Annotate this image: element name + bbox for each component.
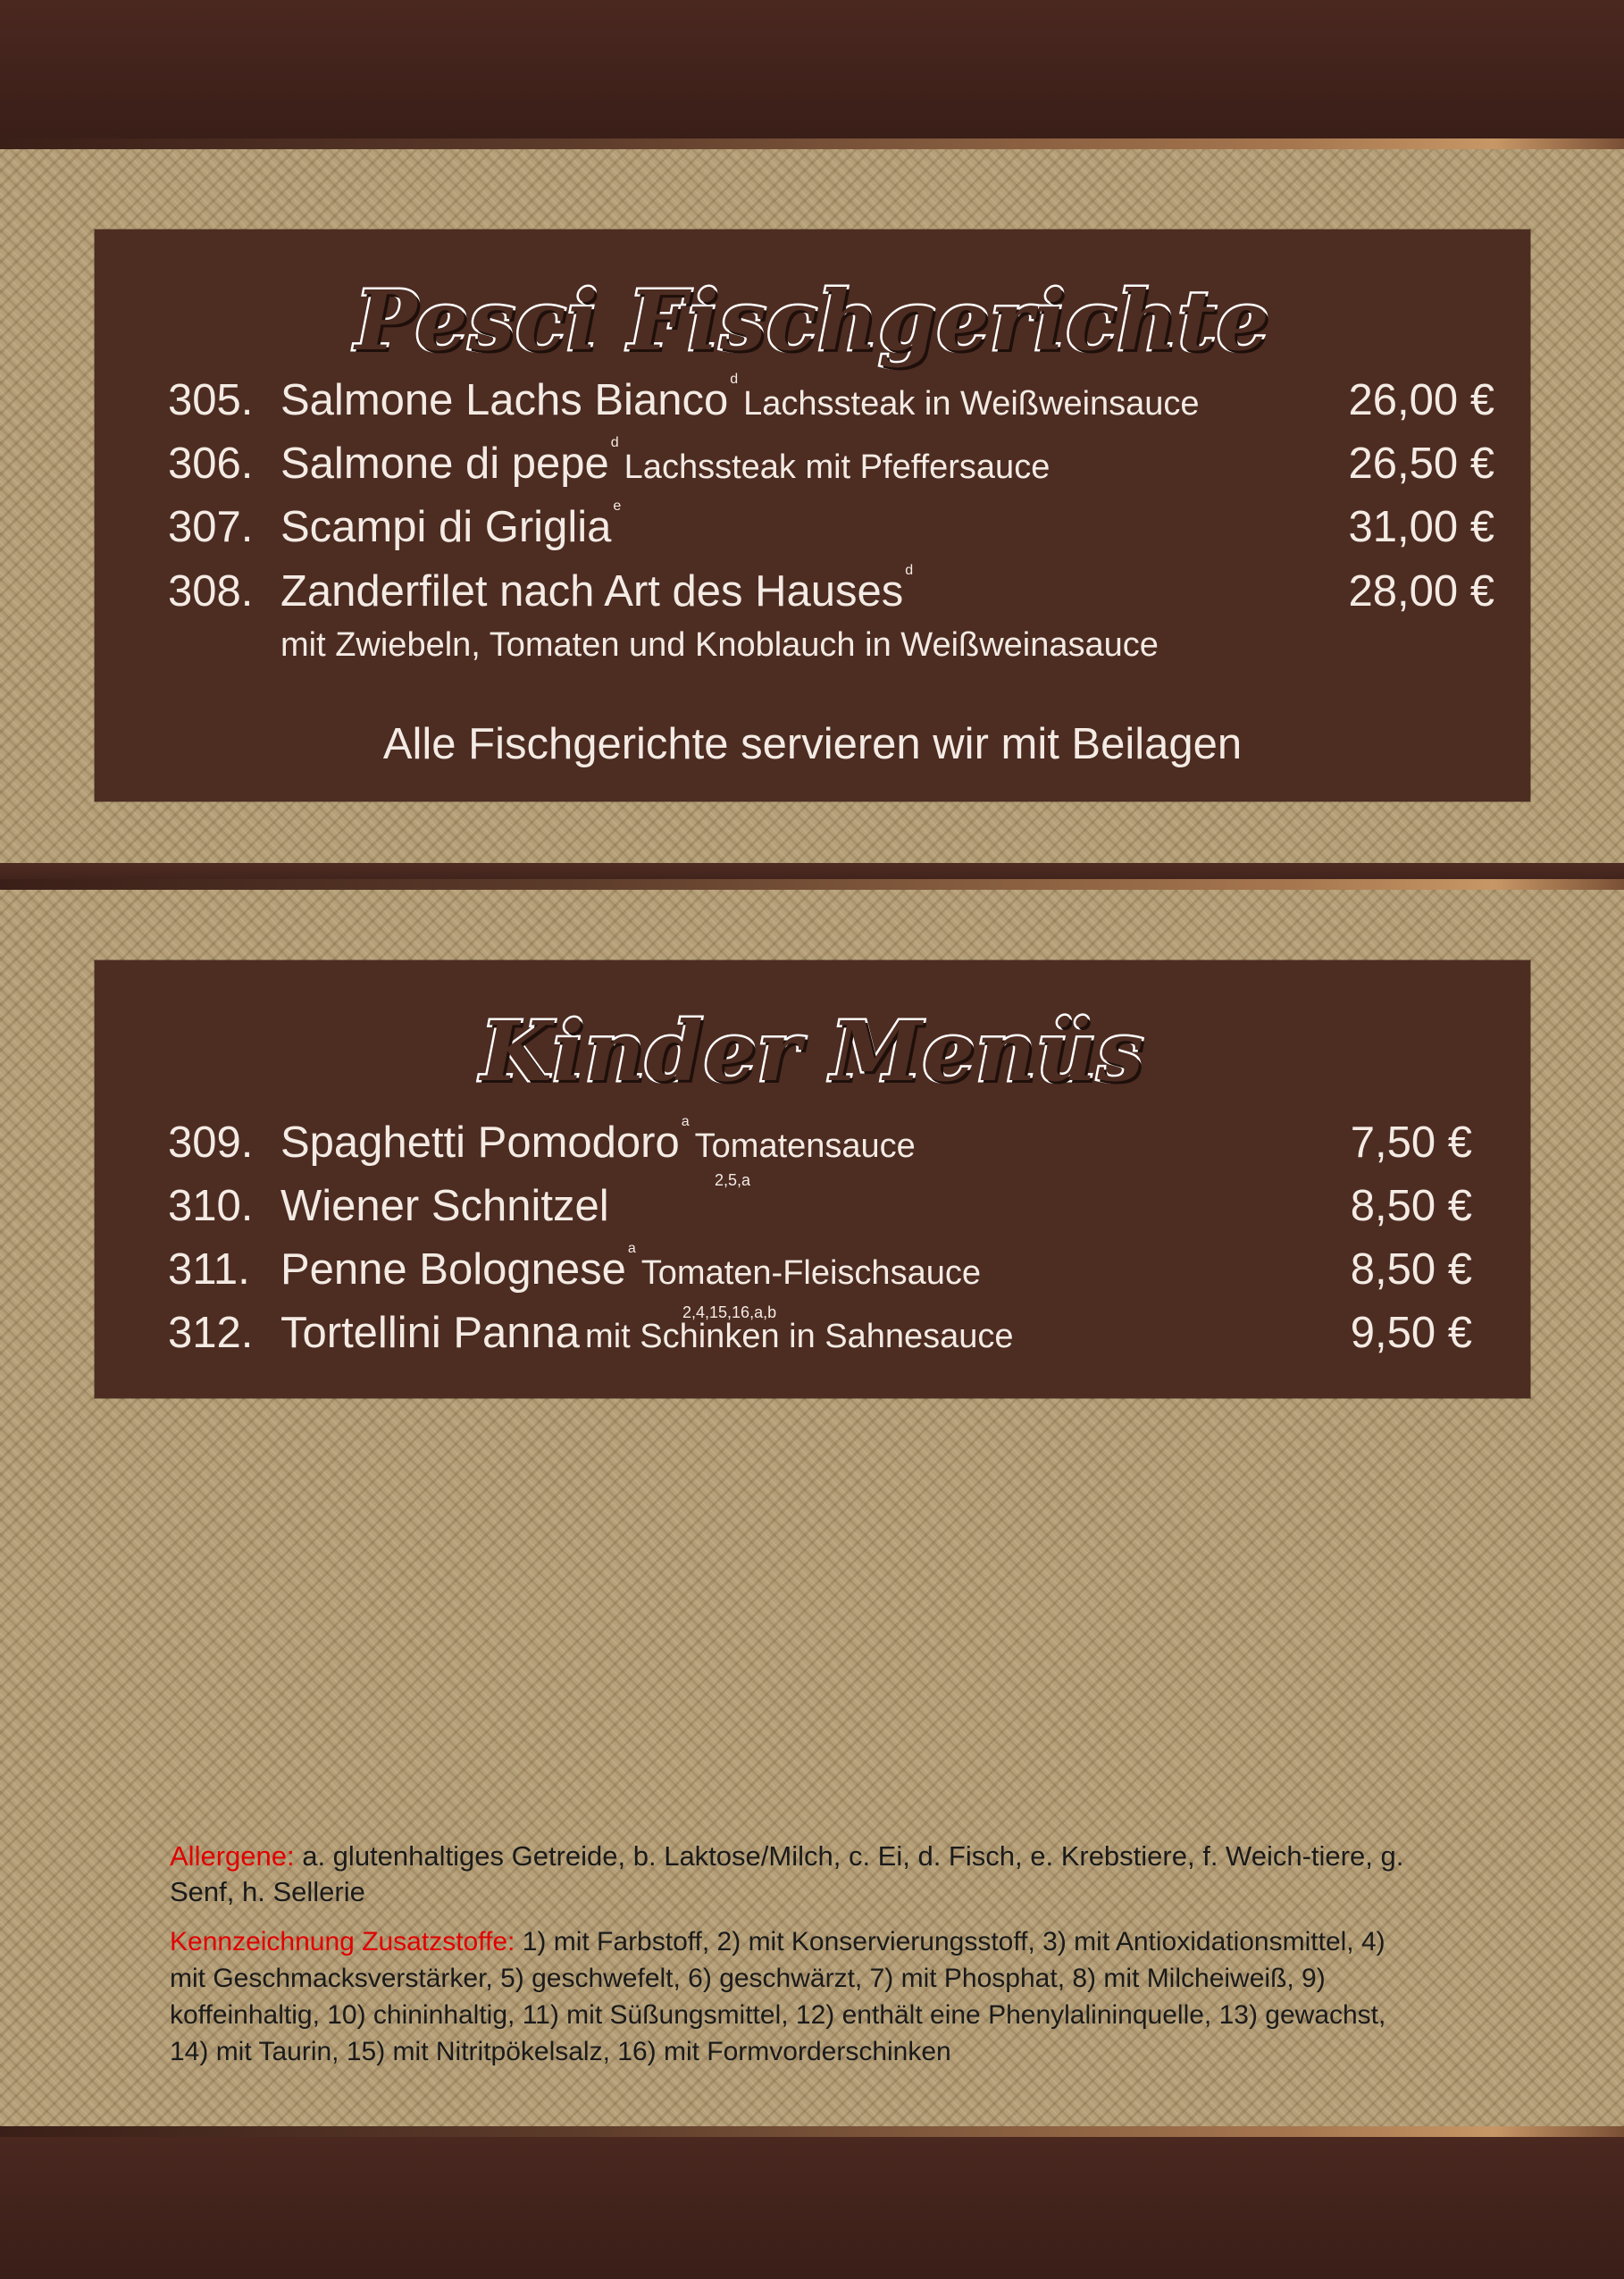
item-price: 26,00 € (1348, 376, 1494, 424)
item-name-wrap (280, 372, 1200, 425)
item-name: Tortellini Panna (280, 1309, 581, 1357)
item-number: 312. (168, 1309, 254, 1357)
allergen-code-310: 2,5,a (715, 1171, 751, 1189)
fish-section-title: Pesci Fischgerichte (355, 272, 1270, 369)
item-name: Salmone di pepe (280, 440, 609, 488)
item-price: 7,50 € (1350, 1119, 1472, 1167)
item-number: 311. (168, 1245, 250, 1294)
item-name-wrap (280, 1241, 981, 1295)
item-description: mit Schinken in Sahnesauce (585, 1318, 1014, 1355)
allergens-legend (170, 1839, 1420, 1910)
item-number: 308. (168, 567, 254, 616)
item-price: 8,50 € (1350, 1245, 1472, 1294)
item-name: Salmone Lachs Bianco (280, 376, 729, 424)
allergen-code: d (730, 372, 739, 387)
allergen-code-312: 2,4,15,16,a,b (682, 1303, 777, 1321)
additives-text: 1) mit Farbstoff, 2) mit Konservierungsstoff, 3) mit Antioxidationsmittel, 4) mit Geschmacksverstärker, 5) geschwefelt, 6) geschwärzt, 7) mit Phosphat, 8) mit Milcheiweiß, 9) koffeinhaltig, 10) chininhaltig, 11) mit Süßungsmittel, 12) enthält eine Phenylalininquelle, 13) gewachst, 14) mit Taurin, 15) mit Nitritpökelsalz, 16) mit Formvorderschinken (170, 1927, 1386, 2066)
kids-panel (95, 960, 1530, 1398)
item-price: 26,50 € (1348, 440, 1494, 488)
allergen-code: a (681, 1114, 690, 1129)
item-price: 8,50 € (1350, 1182, 1472, 1230)
item-description: Lachssteak in Weißweinsauce (743, 385, 1200, 423)
item-number: 307. (168, 503, 254, 551)
allergen-code: a (627, 1241, 636, 1256)
item-name-wrap (280, 1114, 916, 1168)
item-name: Wiener Schnitzel (280, 1182, 609, 1230)
bottom-gold-strip (0, 2126, 1624, 2137)
item-number: 310. (168, 1182, 254, 1230)
kids-section-title: Kinder Menüs (480, 1003, 1145, 1100)
item-308-description: mit Zwiebeln, Tomaten und Knoblauch in Weißweinasauce (280, 626, 1159, 664)
additives-legend (170, 1923, 1420, 2070)
item-name-wrap (280, 1308, 1014, 1358)
item-price: 31,00 € (1348, 503, 1494, 551)
bottom-band (0, 2137, 1624, 2279)
item-description: Lachssteak mit Pfeffersauce (624, 448, 1051, 486)
item-description: Tomaten-Fleischsauce (640, 1254, 981, 1292)
middle-gold-strip (0, 879, 1624, 890)
item-description: Tomatensauce (694, 1127, 916, 1165)
item-name: Spaghetti Pomodoro (280, 1119, 680, 1167)
item-name: Zanderfilet nach Art des Hauses (280, 567, 904, 616)
allergens-label: Allergene: (170, 1840, 295, 1872)
item-number: 309. (168, 1119, 254, 1167)
top-band (0, 0, 1624, 138)
item-number: 305. (168, 376, 254, 424)
allergens-text: a. glutenhaltiges Getreide, b. Laktose/Milch, c. Ei, d. Fisch, e. Krebstiere, f. Weich-tiere, g. Senf, h. Sellerie (170, 1840, 1404, 1907)
top-gold-strip (0, 138, 1624, 149)
item-price: 28,00 € (1348, 567, 1494, 616)
side-dish-note: Alle Fischgerichte servieren wir mit Beilagen (382, 720, 1243, 768)
allergen-code: e (613, 499, 622, 514)
item-price: 9,50 € (1350, 1309, 1472, 1357)
allergen-code: d (905, 563, 914, 578)
allergen-code: d (610, 435, 619, 450)
item-name-wrap (280, 435, 1051, 489)
item-name: Penne Bolognese (280, 1245, 626, 1294)
item-name-wrap (280, 563, 914, 616)
fish-panel (95, 230, 1530, 801)
item-number: 306. (168, 440, 254, 488)
item-name: Scampi di Griglia (280, 503, 612, 551)
item-name-wrap (280, 499, 622, 552)
additives-label: Kennzeichnung Zusatzstoffe: (170, 1927, 515, 1956)
